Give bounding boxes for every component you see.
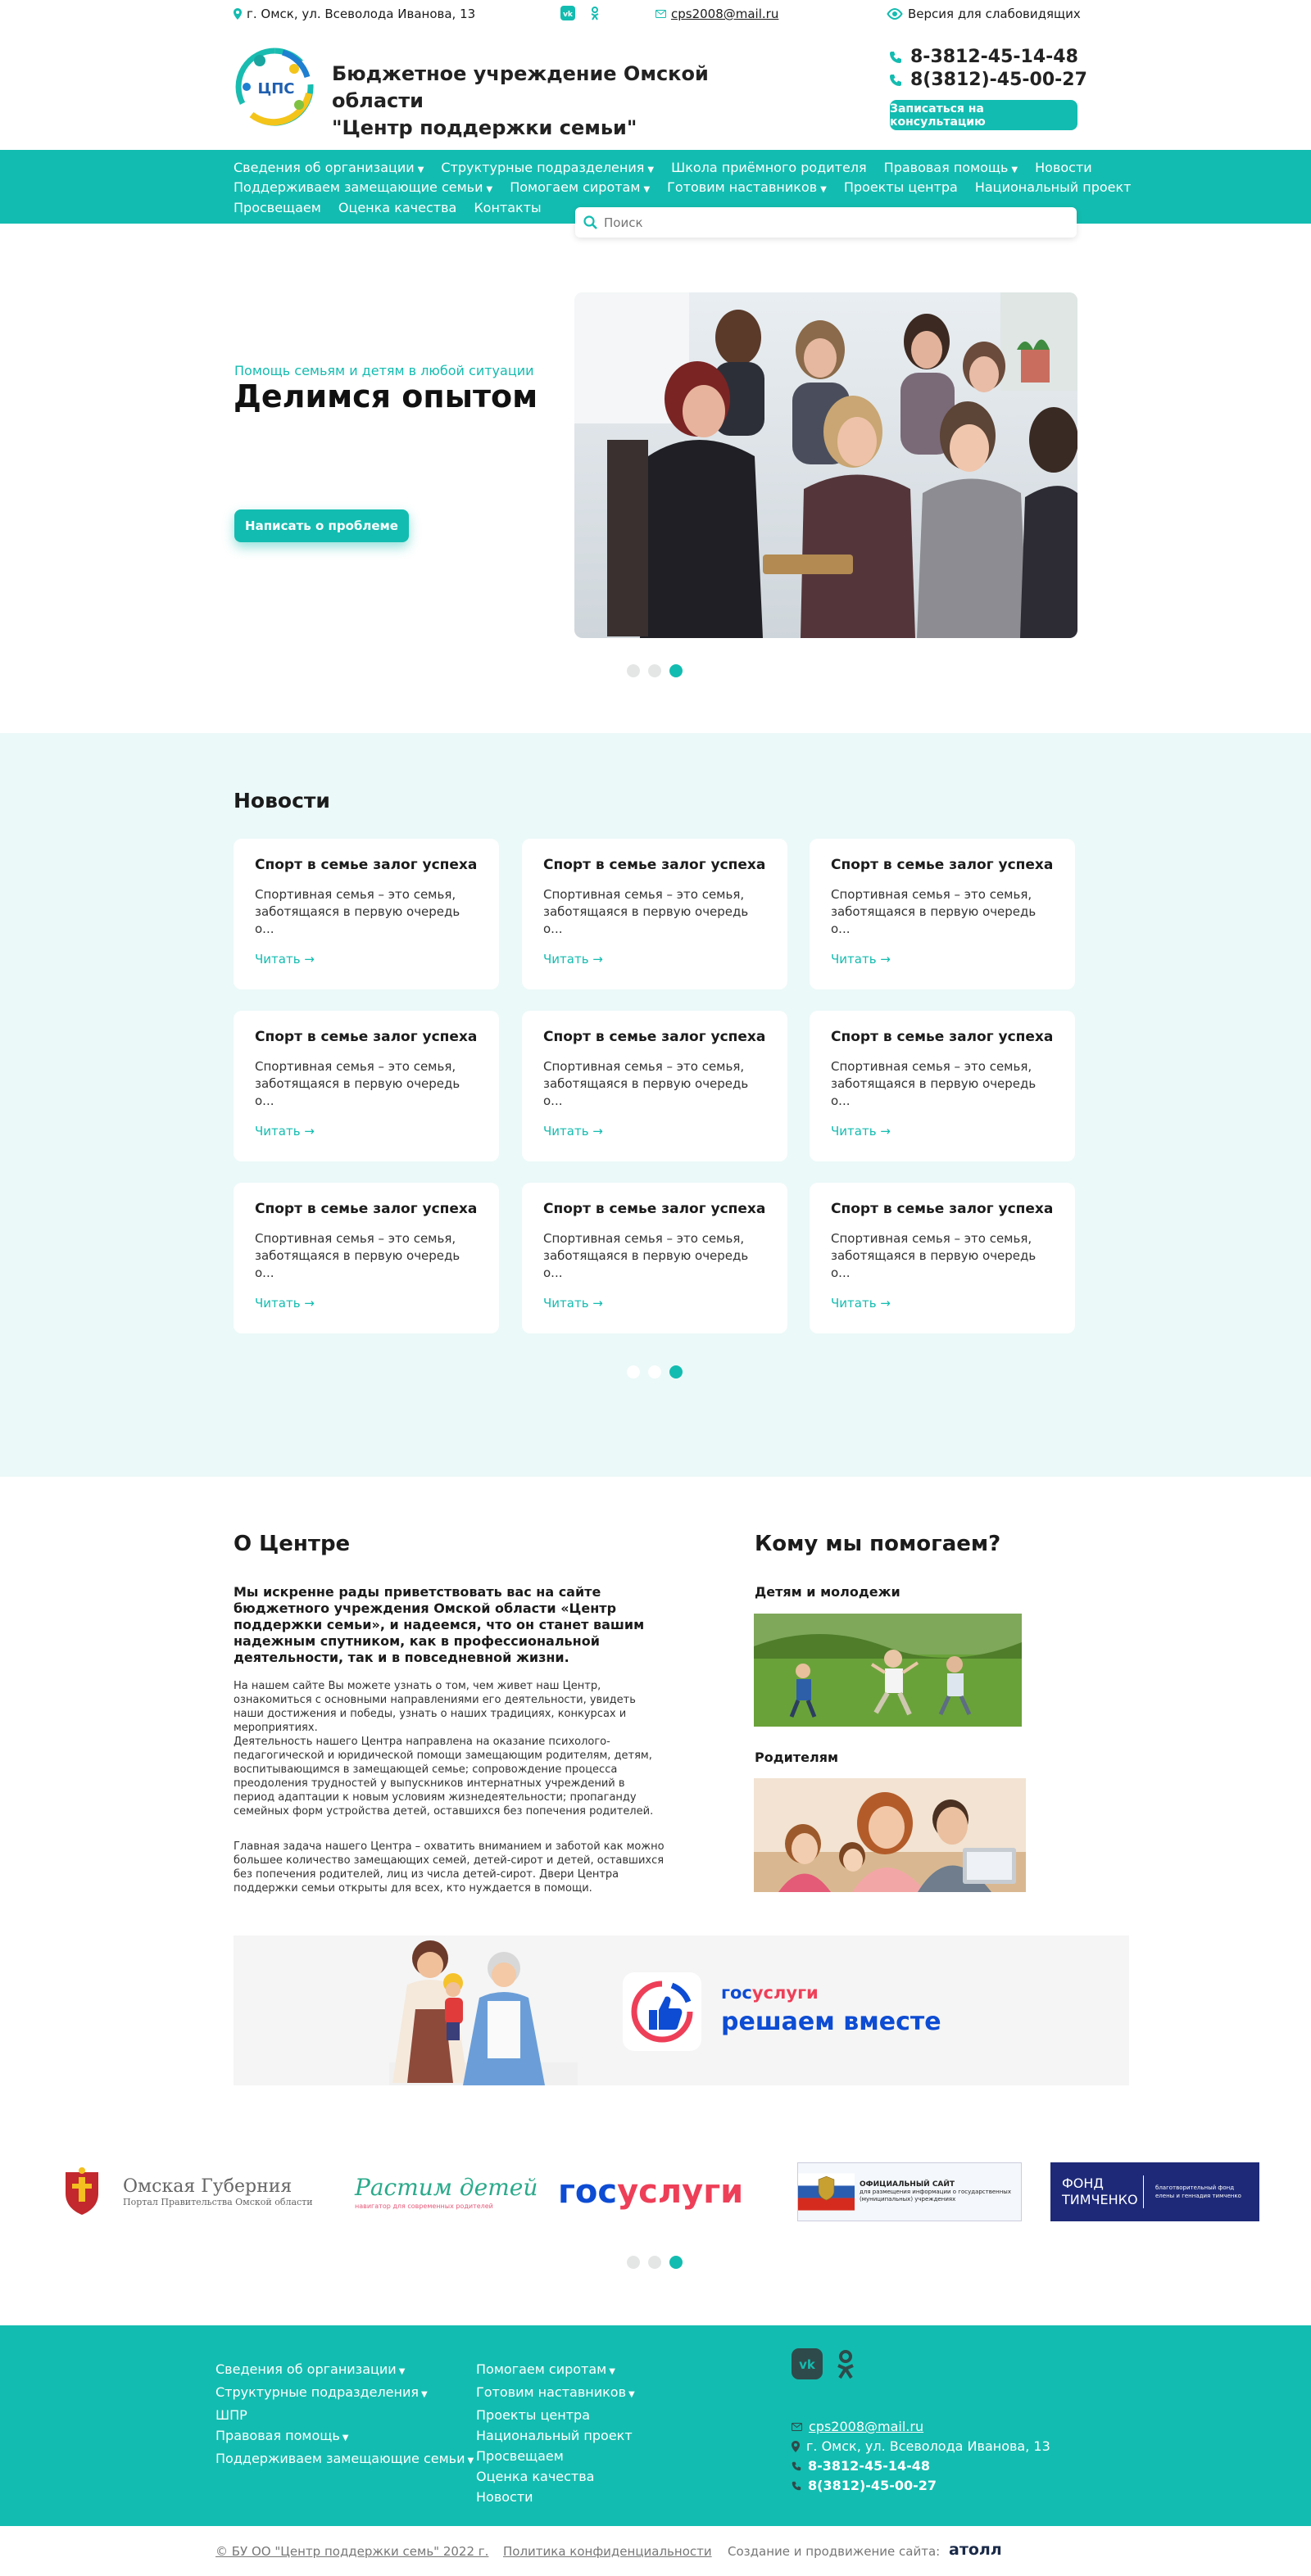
family-center-logo-icon: [235, 44, 314, 129]
chevron-down-icon: ▼: [417, 165, 424, 174]
vision-version-link[interactable]: [887, 7, 1081, 21]
chevron-down-icon: ▼: [398, 2367, 406, 2376]
footer-address-text: г. Омск, ул. Всеволода Иванова, 13: [806, 2438, 1050, 2454]
slider-dot-active[interactable]: [669, 2256, 683, 2269]
news-card-excerpt: Спортивная семья – это семья, заботящаяся в первую очередь о...: [831, 887, 1037, 936]
footer-social: [792, 2348, 855, 2379]
help-parents-label[interactable]: Родителям: [755, 1750, 839, 1765]
news-card[interactable]: [522, 839, 787, 989]
news-card[interactable]: [810, 1011, 1075, 1161]
developer-label: Создание и продвижение сайта:: [728, 2544, 941, 2559]
nav-label: Просвещаем: [234, 200, 321, 215]
footer-nav-item[interactable]: [215, 2448, 474, 2471]
odnoklassniki-icon[interactable]: [590, 6, 600, 20]
location-pin-icon: [792, 2441, 800, 2452]
phone-icon: [889, 74, 902, 87]
phone-item-2[interactable]: [889, 69, 1087, 92]
news-title: Новости: [234, 789, 330, 813]
nav-label: Правовая помощь: [883, 160, 1009, 175]
footer-phone-2[interactable]: [792, 2476, 1050, 2496]
footer-nav-label: Национальный проект: [476, 2428, 633, 2443]
social-links: [560, 6, 600, 20]
footer-nav-item[interactable]: [476, 2487, 635, 2507]
nav-label: Структурные подразделения: [441, 160, 645, 175]
kids-photo[interactable]: [754, 1614, 1022, 1727]
russia-flag-emblem-icon: [798, 2162, 855, 2221]
top-bar: [0, 0, 1311, 28]
about-paragraph-2: Деятельность нашего Центра направлена на оказание психолого-педагогической и юридической помощи замещающим родителям, детям, воспитывающимся в замещающей семье; сопровождение процесса преодоления трудностей у выпускников интернатных учреждений в период адаптации к новым условиям жизнедеятельности; пропаганду семейных форм устройства детей, оставшихся без попечения родителей.: [234, 1736, 654, 1818]
slider-dot-active[interactable]: [669, 664, 683, 677]
footer-phone-1-text[interactable]: 8-3812-45-14-48: [808, 2458, 931, 2474]
omsk-title: Омская Губерния: [123, 2176, 293, 2197]
nav-row-1: [234, 160, 1092, 175]
footer-nav-label: Сведения об организации: [215, 2361, 397, 2377]
hero-title: Делимся опытом: [234, 378, 538, 414]
vk-icon[interactable]: [792, 2348, 823, 2379]
footer-nav-label: Структурные подразделения: [215, 2384, 419, 2400]
nav-label: Национальный проект: [974, 179, 1132, 195]
footer-nav-label: Проекты центра: [476, 2407, 590, 2423]
partners-carousel: [0, 2162, 1311, 2228]
partner-gos-text: гос: [558, 2173, 618, 2211]
footer-nav-label: Новости: [476, 2489, 533, 2505]
about-paragraph-3: Главная задача нашего Центра – охватить вниманием и заботой как можно большее количество замещающих семей, детей-сирот и детей, оставшихся без попечения родителей, лиц из числа детей-сирот. Двери Центра поддержки семьи открыты для всех, кто нуждается в помощи.: [234, 1840, 665, 1895]
brand-gos: гос: [721, 1983, 752, 2003]
footer-nav-item[interactable]: [476, 2446, 635, 2466]
slider-dot[interactable]: [627, 2256, 640, 2269]
slider-dot-active[interactable]: [669, 1365, 683, 1379]
news-card-title[interactable]: Спорт в семье залог успеха: [255, 857, 478, 873]
news-card-read-more-link[interactable]: Читать →: [255, 1296, 315, 1311]
partners-slider-dots: [627, 2256, 683, 2269]
news-slider-dots: [627, 1365, 683, 1379]
phone-item-1[interactable]: [889, 46, 1087, 69]
copyright-link[interactable]: © БУ ОО "Центр поддержки семь" 2022 г.: [215, 2544, 489, 2559]
privacy-policy-link[interactable]: Политика конфиденциальности: [503, 2544, 712, 2559]
footer-nav-item[interactable]: [476, 2425, 635, 2446]
footer-nav-item[interactable]: [215, 2425, 474, 2448]
eye-icon: [887, 8, 903, 20]
footer-nav-label: Готовим наставников: [476, 2384, 626, 2400]
phone-icon: [792, 2461, 801, 2471]
partner-rastim-detey[interactable]: [355, 2162, 538, 2221]
children-running-image: [754, 1614, 1022, 1727]
nav-label: Готовим наставников: [667, 179, 818, 195]
search-icon[interactable]: [583, 215, 597, 229]
parents-photo[interactable]: [754, 1778, 1026, 1892]
email-item[interactable]: [656, 7, 778, 21]
footer-email[interactable]: [792, 2417, 1050, 2437]
svg-text:vk: vk: [563, 11, 573, 19]
chevron-down-icon: ▼: [643, 185, 651, 194]
phone-1-text[interactable]: 8-3812-45-14-48: [910, 47, 1078, 67]
nav-label: Школа приёмного родителя: [671, 160, 867, 175]
nav-item-mentors[interactable]: [667, 179, 827, 195]
nav-label: Сведения об организации: [234, 160, 415, 175]
partner-fond-timchenko[interactable]: [1050, 2162, 1259, 2221]
nav-item-divisions[interactable]: [441, 160, 654, 175]
help-kids-label[interactable]: Детям и молодежи: [755, 1584, 900, 1600]
nav-item-news[interactable]: [1035, 160, 1092, 175]
nav-row-3: [234, 200, 542, 215]
report-problem-button[interactable]: Написать о проблеме: [234, 509, 409, 542]
nav-item-national-project[interactable]: [975, 179, 1132, 195]
footer-nav-label: Оценка качества: [476, 2469, 595, 2484]
fond-text: благотворительный фонд елены и геннадия тимченко: [1155, 2184, 1241, 2199]
site-footer: [0, 2325, 1311, 2526]
org-name-line1: Бюджетное учреждение Омской области: [332, 62, 709, 112]
gosuslugi-like-icon: [623, 1972, 701, 2051]
mail-icon: [656, 10, 666, 18]
nav-row-2: [234, 179, 1132, 195]
odnoklassniki-icon[interactable]: [836, 2348, 855, 2379]
news-card-title[interactable]: Спорт в семье залог успеха: [543, 1201, 766, 1217]
footer-address: [792, 2437, 1050, 2456]
news-card[interactable]: [522, 1183, 787, 1333]
footer-phone-2-text[interactable]: 8(3812)-45-00-27: [808, 2478, 937, 2493]
chevron-down-icon: ▼: [647, 165, 655, 174]
footer-nav-label: Просвещаем: [476, 2448, 564, 2464]
svg-text:vk: vk: [799, 2357, 815, 2372]
phone-icon: [792, 2481, 801, 2491]
chevron-down-icon: ▼: [820, 185, 827, 194]
nav-item-foster-school[interactable]: [671, 160, 867, 175]
news-card[interactable]: [810, 1183, 1075, 1333]
slider-dot[interactable]: [627, 664, 640, 677]
omsk-subtitle: Портал Правительства Омской области: [123, 2197, 313, 2207]
location-pin-icon: [234, 8, 242, 20]
hero-slider-dots: [627, 664, 683, 677]
nav-item-quality[interactable]: [338, 200, 456, 215]
partner-omsk-gubernia[interactable]: [59, 2162, 313, 2221]
nav-label: Проекты центра: [843, 179, 958, 195]
news-card[interactable]: [234, 839, 499, 989]
nav-item-projects[interactable]: [844, 179, 958, 195]
news-card-excerpt: Спортивная семья – это семья, заботящаяся в первую очередь о...: [831, 1231, 1037, 1280]
footer-nav-label: Поддерживаем замещающие семьи: [215, 2451, 465, 2466]
news-card-title[interactable]: Спорт в семье залог успеха: [831, 1201, 1054, 1217]
phone-icon: [889, 51, 902, 64]
footer-nav-label: ШПР: [215, 2407, 247, 2423]
chevron-down-icon: ▼: [609, 2367, 615, 2376]
consultation-button[interactable]: Записаться на консультацию: [890, 100, 1077, 130]
nav-label: Контакты: [474, 200, 542, 215]
hero-subtitle: Помощь семьям и детям в любой ситуации: [234, 363, 534, 378]
about-lead-text: Мы искренне рады приветствовать вас на сайте бюджетного учреждения Омской области «Центр поддержки семьи», и надеемся, что он станет вашим надежным спутником, как в профессиональной деятельности, так и в повседневной жизни.: [234, 1584, 645, 1665]
footer-contacts: [792, 2417, 1050, 2496]
slider-dot[interactable]: [648, 2256, 661, 2269]
rastim-subtitle: навигатор для современных родителей: [355, 2203, 493, 2210]
seminar-audience-image: [574, 292, 1077, 638]
news-card-title[interactable]: Спорт в семье залог успеха: [543, 857, 766, 873]
address-text: г. Омск, ул. Всеволода Иванова, 13: [247, 7, 476, 21]
nav-item-legal-help[interactable]: [884, 160, 1018, 175]
omsk-coat-of-arms-icon: [59, 2167, 105, 2216]
partner-uslugi-text: услуги: [617, 2173, 744, 2211]
news-card-title[interactable]: Спорт в семье залог успеха: [543, 1029, 766, 1045]
footer-nav-item[interactable]: [476, 2405, 635, 2425]
family-laptop-image: [754, 1778, 1026, 1892]
news-card-excerpt: Спортивная семья – это семья, заботящаяся в первую очередь о...: [543, 887, 749, 936]
news-card-excerpt: Спортивная семья – это семья, заботящаяся в первую очередь о...: [831, 1059, 1037, 1108]
news-card-excerpt: Спортивная семья – это семья, заботящаяся в первую очередь о...: [255, 1059, 460, 1108]
site-logo[interactable]: [235, 44, 314, 129]
gosuslugi-banner[interactable]: [234, 1935, 1129, 2085]
partner-gosuslugi[interactable]: [558, 2162, 743, 2221]
news-section: [0, 733, 1311, 1477]
partner-bus-gov[interactable]: [797, 2162, 1022, 2221]
news-card-title[interactable]: Спорт в семье залог успеха: [255, 1029, 478, 1045]
search-box: [575, 207, 1077, 238]
chevron-down-icon: ▼: [342, 2433, 349, 2442]
nav-label: Новости: [1035, 160, 1092, 175]
footer-phone-1[interactable]: [792, 2456, 1050, 2476]
news-card-read-more-link[interactable]: Читать →: [255, 1124, 315, 1139]
gosuslugi-slogan: решаем вместе: [721, 2008, 941, 2036]
nav-item-org-info[interactable]: [234, 160, 424, 175]
rastim-title: Растим детей: [355, 2174, 538, 2201]
organization-name: [332, 61, 791, 142]
about-paragraph-1: На нашем сайте Вы можете узнать о том, чем живет наш Центр, ознакомиться с основными направлениями его деятельности, увидеть наши достижения и победы, узнать о наших традициях, конкурсах и мероприятиях.: [234, 1680, 636, 1734]
site-header: [0, 28, 1311, 151]
bottom-bar: [0, 2526, 1311, 2576]
footer-email-text[interactable]: cps2008@mail.ru: [809, 2419, 924, 2434]
footer-nav-label: Помогаем сиротам: [476, 2361, 607, 2377]
news-card-excerpt: Спортивная семья – это семья, заботящаяся в первую очередь о...: [255, 1231, 460, 1280]
news-card-read-more-link[interactable]: Читать →: [831, 1296, 891, 1311]
brand-uslugi: услуги: [751, 1983, 819, 2003]
news-card-excerpt: Спортивная семья – это семья, заботящаяся в первую очередь о...: [255, 887, 460, 936]
news-card-excerpt: Спортивная семья – это семья, заботящаяся в первую очередь о...: [543, 1231, 749, 1280]
news-card[interactable]: [522, 1011, 787, 1161]
slider-dot[interactable]: [648, 1365, 661, 1379]
news-card-title[interactable]: Спорт в семье залог успеха: [831, 857, 1054, 873]
news-card-read-more-link[interactable]: Читать →: [255, 952, 315, 967]
official-site-text: для размещения информации о государственных (муниципальных) учреждениях: [860, 2189, 1011, 2203]
nav-item-foster-families[interactable]: [234, 179, 492, 195]
slider-dot[interactable]: [648, 664, 661, 677]
footer-nav-item[interactable]: [476, 2359, 635, 2382]
chevron-down-icon: ▼: [421, 2390, 428, 2399]
news-card-read-more-link[interactable]: Читать →: [831, 952, 891, 967]
news-card-read-more-link[interactable]: Читать →: [543, 1296, 603, 1311]
vision-version-label[interactable]: Версия для слабовидящих: [908, 7, 1081, 21]
phone-2-text[interactable]: 8(3812)-45-00-27: [910, 70, 1087, 90]
org-name-line2: "Центр поддержки семьи": [332, 116, 637, 139]
chevron-down-icon: ▼: [467, 2456, 474, 2465]
developer-logo[interactable]: атолл: [949, 2541, 1002, 2559]
footer-nav-col-2: [476, 2359, 635, 2507]
address-item: [234, 7, 475, 21]
hero-photo: [574, 292, 1077, 638]
official-site-title: ОФИЦИАЛЬНЫЙ САЙТ: [860, 2180, 955, 2189]
nav-item-contacts[interactable]: [474, 200, 541, 215]
news-card-read-more-link[interactable]: Читать →: [831, 1124, 891, 1139]
logo-text: ЦПС: [257, 80, 295, 97]
footer-nav-item[interactable]: [215, 2382, 474, 2405]
footer-nav-item[interactable]: [476, 2382, 635, 2405]
chevron-down-icon: ▼: [628, 2390, 635, 2399]
fond-title: ФОНД ТИМЧЕНКО: [1062, 2175, 1144, 2208]
news-card-title[interactable]: Спорт в семье залог успеха: [255, 1201, 478, 1217]
news-card-title[interactable]: Спорт в семье залог успеха: [831, 1029, 1054, 1045]
mail-icon: [792, 2423, 802, 2431]
nav-label: Поддерживаем замещающие семьи: [234, 179, 483, 195]
footer-nav-item[interactable]: [215, 2405, 474, 2425]
slider-dot[interactable]: [627, 1365, 640, 1379]
news-card-read-more-link[interactable]: Читать →: [543, 1124, 603, 1139]
news-card[interactable]: [810, 839, 1075, 989]
news-card-read-more-link[interactable]: Читать →: [543, 952, 603, 967]
footer-nav-item[interactable]: [215, 2359, 474, 2382]
help-title: Кому мы помогаем?: [755, 1532, 1001, 1556]
chevron-down-icon: ▼: [1011, 165, 1018, 174]
about-title: О Центре: [234, 1532, 351, 1556]
nav-item-education[interactable]: [234, 200, 321, 215]
nav-item-orphans[interactable]: [510, 179, 650, 195]
email-link[interactable]: cps2008@mail.ru: [671, 7, 779, 21]
footer-nav-label: Правовая помощь: [215, 2428, 340, 2443]
gosuslugi-brand: [721, 1983, 819, 2003]
chevron-down-icon: ▼: [486, 185, 493, 194]
news-card-excerpt: Спортивная семья – это семья, заботящаяся в первую очередь о...: [543, 1059, 749, 1108]
search-input[interactable]: [604, 215, 1055, 230]
news-card[interactable]: [234, 1011, 499, 1161]
nav-label: Помогаем сиротам: [510, 179, 641, 195]
header-phones: [889, 46, 1087, 92]
footer-nav-col-1: [215, 2359, 474, 2471]
nav-label: Оценка качества: [338, 200, 457, 215]
news-card[interactable]: [234, 1183, 499, 1333]
vk-icon[interactable]: [560, 6, 575, 20]
footer-nav-item[interactable]: [476, 2466, 635, 2487]
